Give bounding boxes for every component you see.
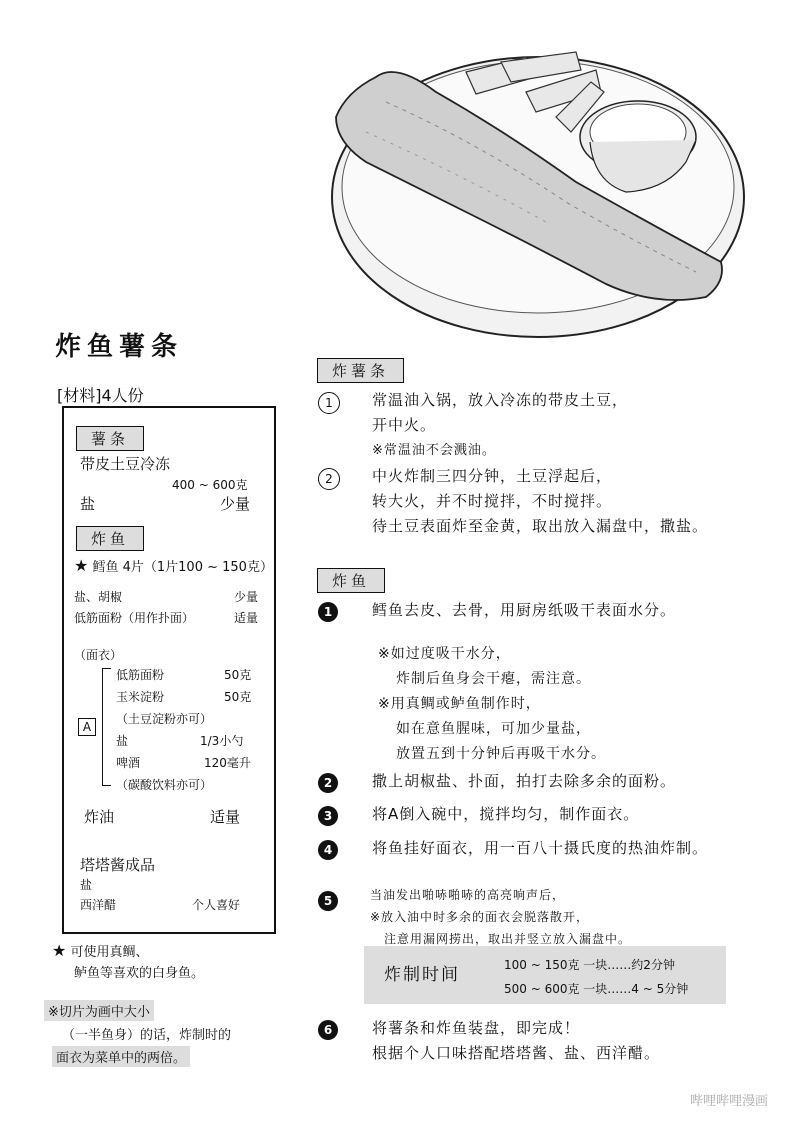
fry-time-label: 炸制时间 (384, 965, 460, 985)
cod-line (74, 556, 273, 575)
batter-item-name: 盐 (116, 734, 129, 748)
step-text: 常温油入锅，放入冷冻的带皮土豆， 开中火。 ※常温油不会溅油。 (372, 391, 629, 458)
step-number: 6 (318, 1020, 338, 1040)
fish-ingredients-tag: 炸鱼 (76, 526, 144, 551)
fry-time-box (364, 946, 726, 1004)
star-icon: ★ (74, 556, 89, 575)
step-text: 将A倒入碗中，搅拌均匀，制作面衣。 (372, 805, 640, 823)
step-text: 当油发出啪哧啪哧的高亮响声后， ※放入油中时多余的面衣会脱落散开， 注意用漏网捞出，取出并竖立放入漏盘中。 (370, 888, 632, 946)
vinegar-amount: 个人喜好 (192, 898, 241, 912)
batter-item-name: （碳酸饮料亦可） (116, 778, 213, 792)
fry-time-line: 100 ~ 150克 一块……约2分钟 (504, 958, 675, 972)
tartar-salt: 盐 (80, 878, 93, 892)
fish-section-tag: 炸鱼 (317, 568, 385, 593)
pepper-amount: 少量 (234, 590, 259, 604)
batter-item-amount: 1/3小勺 (200, 734, 244, 748)
oil-amount: 适量 (210, 808, 241, 826)
watermark: 哔哩哔哩漫画 (690, 1094, 769, 1109)
step-number: 5 (318, 891, 338, 911)
step-number: 4 (318, 840, 338, 860)
chips-ingredients-tag: 薯条 (76, 426, 144, 451)
potato-name: 带皮土豆冷冻 (80, 455, 171, 473)
step-text: 中火炸制三四分钟，土豆浮起后， 转大火，并不时搅拌，不时搅拌。 待土豆表面炸至金黄，取出放入漏盘中，撒盐。 (372, 467, 709, 535)
size-note-line: 面衣为菜单中的两倍。 (52, 1046, 190, 1067)
step-number: 3 (318, 806, 338, 826)
step-text: 鳕鱼去皮、去骨，用厨房纸吸干表面水分。 (372, 601, 677, 619)
step-number: 2 (318, 773, 338, 793)
chips-section-tag: 炸薯条 (317, 358, 404, 383)
recipe-title: 炸鱼薯条 (55, 332, 184, 362)
ingredients-box (62, 406, 276, 934)
size-note-line: ※切片为画中大小 (44, 1000, 154, 1021)
salt-name: 盐 (80, 495, 96, 513)
batter-item-amount: 120毫升 (204, 756, 251, 770)
vinegar-name: 西洋醋 (80, 898, 117, 912)
step-number: 2 (318, 468, 340, 490)
step-number: 1 (318, 602, 338, 622)
fish-and-chips-illustration (326, 22, 746, 340)
batter-item-name: （土豆淀粉亦可） (116, 712, 213, 726)
tartar-name: 塔塔酱成品 (80, 856, 156, 874)
star-icon: ★ (52, 941, 67, 960)
batter-item-amount: 50克 (224, 668, 252, 682)
batter-item-name: 玉米淀粉 (116, 690, 165, 704)
oil-name: 炸油 (84, 808, 115, 826)
step-text: 将鱼挂好面衣，用一百八十摄氏度的热油炸制。 (372, 839, 709, 857)
step-text: 撒上胡椒盐、扑面，拍打去除多余的面粉。 (372, 772, 677, 790)
batter-item-name: 啤酒 (116, 756, 141, 770)
step-note: ※如过度吸干水分， 炸制后鱼身会干瘪，需注意。 ※用真鲷或鲈鱼制作时， 如在意鱼腥味，可加少量盐， 放置五到十分钟后再吸干水分。 (378, 646, 606, 762)
potato-amount: 400 ~ 600克 (172, 478, 248, 492)
cod-name: 鳕鱼 4片（1片100 ~ 150克） (92, 560, 273, 575)
flour-amount: 适量 (234, 611, 259, 625)
star-note-line: 可使用真鲷、 (70, 945, 149, 960)
batter-item-amount: 50克 (224, 690, 252, 704)
fry-time-line: 500 ~ 600克 一块……4 ~ 5分钟 (504, 982, 689, 996)
batter-item-name: 低筋面粉 (116, 668, 165, 682)
pepper-name: 盐、胡椒 (74, 590, 123, 604)
size-note-line: （一半鱼身）的话，炸制时的 (62, 1028, 232, 1043)
star-note (52, 941, 149, 960)
batter-marker: A (78, 718, 96, 736)
step-number: 1 (318, 392, 340, 414)
servings-label: [材料]4人份 (57, 386, 144, 405)
star-note-line: 鲈鱼等喜欢的白身鱼。 (74, 966, 205, 981)
step-text: 将薯条和炸鱼装盘，即完成！ 根据个人口味搭配塔塔酱、盐、西洋醋。 (372, 1019, 661, 1062)
salt-amount: 少量 (220, 495, 251, 513)
batter-bracket (102, 668, 111, 786)
flour-name: 低筋面粉（用作扑面） (74, 611, 195, 625)
batter-title: （面衣） (74, 648, 123, 662)
